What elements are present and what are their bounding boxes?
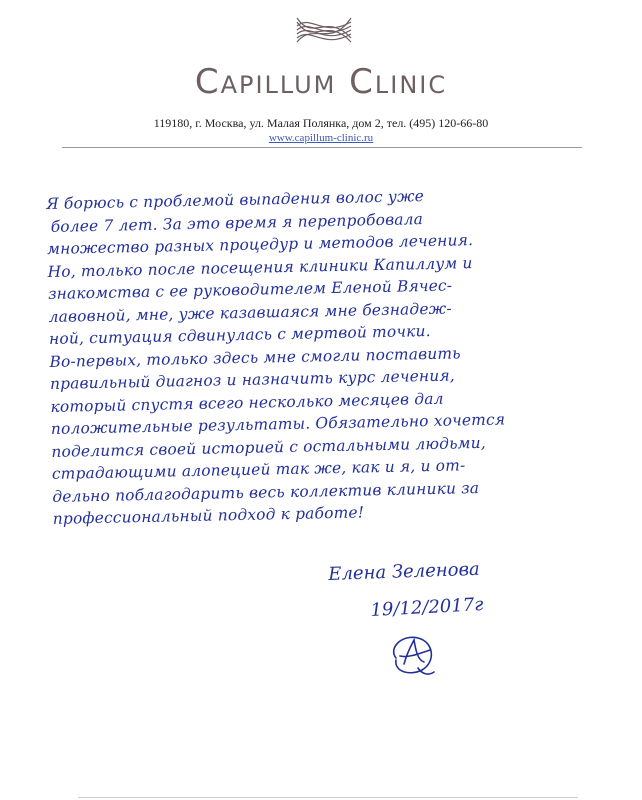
signer-name: Елена Зеленова xyxy=(328,558,481,585)
letter-line: правильный диагноз и назначить курс лечения, xyxy=(49,366,456,393)
handwritten-signature xyxy=(378,628,448,682)
handwritten-letter-body xyxy=(46,181,613,530)
letter-line: Во-первых, только здесь мне смогли поставить xyxy=(49,343,461,371)
letter-line: поделится своей историей с остальными людьми, xyxy=(51,433,487,461)
footer-divider xyxy=(78,797,578,798)
letter-line: ной, ситуация сдвинулась с мертвой точки. xyxy=(48,321,431,348)
clinic-website-link[interactable]: www.capillum-clinic.ru xyxy=(268,132,374,144)
letter-line: Я борюсь с проблемой выпадения волос уже xyxy=(46,187,425,213)
letter-date: 19/12/2017г xyxy=(370,594,484,621)
letter-line: положительные результаты. Обязательно хочется xyxy=(50,410,506,438)
letter-line: профессиональный подход к работе! xyxy=(52,503,365,528)
letter-line: страдающими алопецией так же, как и я, и от- xyxy=(51,456,466,483)
header-divider xyxy=(62,147,582,148)
wave-logo-icon xyxy=(293,12,355,52)
letter-line: множество разных процедур и методов лечения. xyxy=(46,231,474,258)
letter-line: лавовной, мне, уже казавшаяся мне безнадеж- xyxy=(48,299,452,326)
letter-line: знакомства с ее руководителем Еленой Вячес- xyxy=(47,276,453,303)
letter-line: более 7 лет. За это время я перепробовала xyxy=(50,209,424,236)
clinic-address: 119180, г. Москва, ул. Малая Полянка, дом 2, тел. (495) 120-66-80 xyxy=(153,116,489,130)
clinic-brand-name: Capillum Clinic xyxy=(194,62,448,102)
letter-line: Но, только после посещения клиники Капиллум и xyxy=(47,253,473,281)
letter-line: дельно поблагодарить весь коллектив клиники за xyxy=(52,478,480,506)
letter-line: который спустя всего несколько месяцев дал xyxy=(50,389,444,416)
